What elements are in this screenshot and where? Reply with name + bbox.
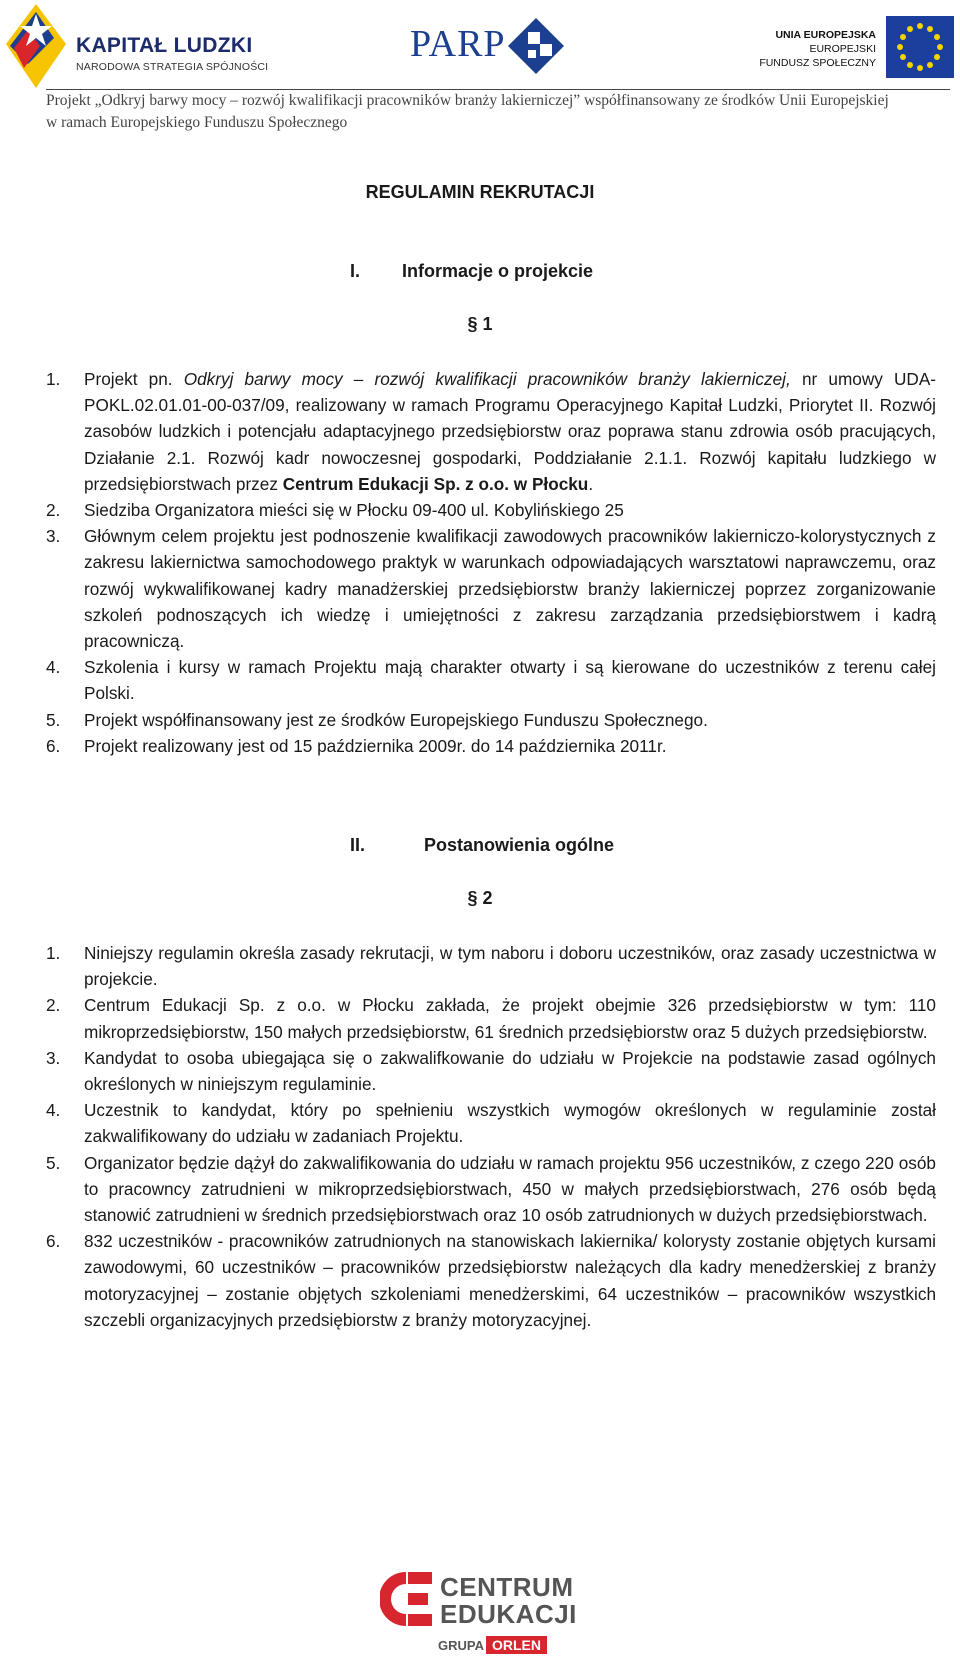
- document-title: REGULAMIN REKRUTACJI: [365, 182, 595, 202]
- section-2-list: [46, 940, 936, 1333]
- centrum-edukacji-line1: CENTRUM: [440, 1572, 574, 1602]
- list-item-text: Siedziba Organizatora mieści się w Płocku 09-400 ul. Kobylińskiego 25: [84, 500, 624, 521]
- list-item: [46, 1228, 936, 1333]
- list-item-text: Projekt realizowany jest od 15 października 2009r. do 14 października 2011r.: [84, 735, 667, 756]
- list-item-text: Niniejszy regulamin określa zasady rekrutacji, w tym naboru i doboru uczestników, oraz zasady uczestnictwa w projekcie.: [84, 943, 936, 990]
- kapital-ludzki-logo: [6, 4, 269, 88]
- section-2-name: Postanowienia ogólne: [424, 835, 615, 855]
- orlen-badge: ORLEN: [486, 1636, 547, 1654]
- list-item-text: Organizator będzie dążył do zakwalifikowania do udziału w ramach projektu 956 uczestników, z czego 220 osób to pracowncy zatrudnieni w mikroprzedsiębiorstwach, 450 w małych przedsiębiorstwach, 276 osób będą stanowić zatrudnieni w średnich przedsiębiorstwach oraz 10 osób zatrudnionych w dużych przedsiębiorstwach.: [84, 1152, 936, 1226]
- kapital-ludzki-title: KAPITAŁ LUDZKI: [76, 34, 253, 57]
- list-item-text: Kandydat to osoba ubiegająca się o zakwalifkowanie do udziału w Projekcie na podstawie zasad ogólnych określonych w niniejszym regulaminie.: [84, 1047, 936, 1095]
- parp-text: PARP: [410, 23, 506, 65]
- eu-line3: FUNDUSZ SPOŁECZNY: [759, 57, 876, 69]
- eu-logo: [748, 16, 954, 82]
- list-item-number: 5.: [46, 709, 61, 730]
- section-1-name: Informacje o projekcie: [402, 261, 594, 281]
- kapital-ludzki-subtitle: NARODOWA STRATEGIA SPÓJNOŚCI: [76, 61, 269, 73]
- page-header: [0, 0, 960, 92]
- organizer-name-bold: Centrum Edukacji Sp. z o.o. w Płocku: [282, 473, 589, 494]
- list-item: [46, 497, 936, 523]
- kapital-ludzki-star-icon: [6, 4, 66, 88]
- section-1-list: [46, 366, 936, 759]
- centrum-edukacji-line2: EDUKACJI: [440, 1599, 577, 1629]
- list-item: [46, 523, 936, 654]
- grupa-orlen-label: [438, 1636, 547, 1654]
- list-item-text: Projekt współfinansowany jest ze środków Europejskiego Funduszu Społecznego.: [84, 709, 708, 730]
- list-item: [46, 707, 936, 733]
- list-item-number: 6.: [46, 1231, 61, 1252]
- header-project-note: Projekt „Odkryj barwy mocy – rozwój kwalifikacji pracowników branży lakierniczej” współfinansowany ze środków Unii Europejskiej w ramach Europejskiego Funduszu Społecznego: [46, 92, 889, 131]
- list-item-number: 1.: [46, 369, 61, 389]
- list-item-text: Centrum Edukacji Sp. z o.o. w Płocku zakłada, że projekt obejmie 326 przedsiębiorstw w tym: 110 mikroprzedsiębiorstw, 150 małych przedsiębiorstw, 61 średnich przedsiębiorstw oraz 5 dużych przedsiębiorstw.: [84, 995, 936, 1042]
- list-item-number: 2.: [46, 995, 61, 1016]
- centrum-edukacji-e-icon: [380, 1570, 432, 1628]
- list-item-text: nr umowy UDA-POKL.02.01.01-00-037/09, realizowany w ramach Programu Operacyjnego Kapitał Ludzki, Priorytet II. Rozwój zasobów ludzkich i potencjału adaptacyjnego przedsiębiorstw oraz poprawa stanu zdrowia osób pracujących, Działanie 2.1. Rozwój kadr nowoczesnej gospodarki, Poddziałanie 2.1.1. Rozwój kapitału ludzkiego w przedsiębiorstwach przez: [84, 369, 937, 494]
- list-item-text: Uczestnik to kandydat, który po spełnieniu wszystkich wymogów określonych w regulaminie został zakwalifikowany do udziału w zadaniach Projektu.: [84, 1100, 936, 1147]
- list-item: [46, 940, 936, 992]
- eu-flag-icon: [886, 16, 954, 78]
- eu-text: [759, 28, 876, 70]
- list-item-number: 1.: [46, 943, 61, 963]
- list-item: [46, 1097, 936, 1149]
- eu-line1: UNIA EUROPEJSKA: [775, 29, 876, 41]
- list-item-text: Szkolenia i kursy w ramach Projektu mają charakter otwarty i są kierowane do uczestników z terenu całej Polski.: [84, 657, 936, 704]
- section-1-paragraph-sign: § 1: [467, 314, 493, 334]
- section-2-paragraph-sign: § 2: [467, 888, 493, 908]
- eu-line2: EUROPEJSKI: [809, 43, 876, 55]
- list-item-number: 6.: [46, 735, 61, 756]
- list-item-number: 2.: [46, 500, 61, 521]
- list-item-number: 4.: [46, 1100, 61, 1121]
- section-1-number: I.: [350, 261, 361, 281]
- parp-logo: [410, 14, 570, 78]
- list-item: [46, 733, 936, 759]
- list-item-text: Głównym celem projektu jest podnoszenie kwalifikacji zawodowych pracowników lakierniczo-kolorystycznych z zakresu lakiernictwa samochodowego praktyk w warunkach odpowiadających warsztatowi naprawczemu, oraz rozwój wykwalifikowanej kadry manadżerskiej przedsiębiorstw branży lakierniczej poprzez zorganizowanie szkoleń podnoszących ich wiedzę i umiejętności z zakresu zarządzania przedsiębiorstwem i kadrą pracowniczą.: [84, 526, 936, 652]
- list-item-number: 4.: [46, 657, 61, 678]
- list-item-number: 3.: [46, 1047, 61, 1068]
- list-item: [46, 1045, 936, 1097]
- grupa-text: GRUPA: [438, 1638, 484, 1653]
- list-item: [46, 654, 936, 706]
- list-item-number: 5.: [46, 1152, 61, 1173]
- project-name-italic: Odkryj barwy mocy – rozwój kwalifikacji pracowników branży lakierniczej,: [183, 369, 791, 389]
- section-2-number: II.: [350, 835, 366, 855]
- list-item-text: .: [588, 473, 594, 494]
- centrum-edukacji-logo: [380, 1570, 577, 1660]
- list-item-text: 832 uczestników - pracowników zatrudnionych na stanowiskach lakiernika/ kolorysty zostanie objętych kursami zawodowymi, 60 uczestników – pracowników przedsiębiorstw należących dla kadry menedżerskiej z branży motoryzacyjnej – zostanie objętych szkoleniami menedżerskimi, 64 uczestników – pracowników wszystkich szczebli organizacyjnych przedsiębiorstw z branży motoryzacyjnej.: [84, 1231, 936, 1330]
- list-item: [46, 992, 936, 1044]
- list-item-text: Projekt pn.: [84, 369, 184, 389]
- list-item: [46, 366, 936, 497]
- list-item: [46, 1150, 936, 1229]
- list-item-number: 3.: [46, 526, 61, 547]
- parp-diamond-icon: [506, 16, 566, 76]
